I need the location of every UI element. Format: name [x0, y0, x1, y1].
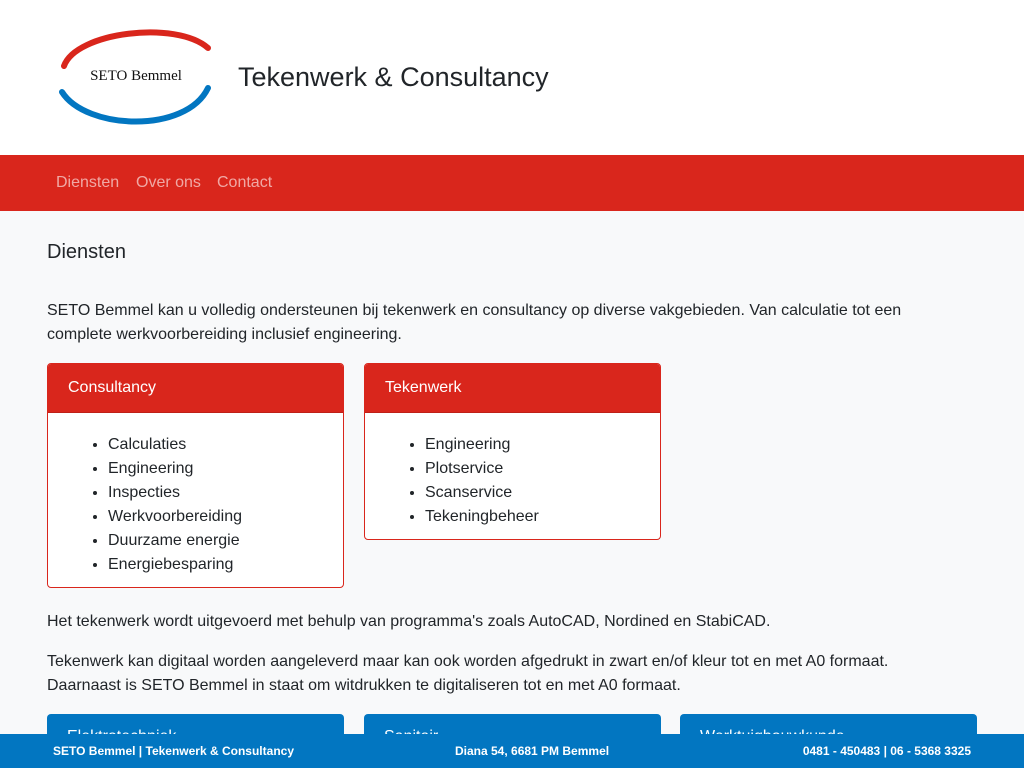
card-tekenwerk-title: Tekenwerk	[365, 364, 660, 413]
site-footer	[0, 734, 1024, 768]
section-title: Diensten	[47, 241, 126, 263]
footer-company: SETO Bemmel | Tekenwerk & Consultancy	[53, 744, 294, 758]
print-text: Tekenwerk kan digitaal worden aangeleverd maar kan ook worden afgedrukt in zwart en/of kleur tot en met A0 formaat. Daarnaast is SETO Bemmel in staat om witdrukken te digitaliseren tot en met A0 formaat.	[47, 653, 889, 694]
list-item: • Duurzame energie	[108, 529, 323, 553]
card-tekenwerk	[364, 363, 661, 540]
tekenwerk-list	[385, 433, 640, 529]
footer-address: Diana 54, 6681 PM Bemmel	[455, 744, 610, 758]
card-consultancy	[47, 363, 344, 588]
software-text: Het tekenwerk wordt uitgevoerd met behulp van programma's zoals AutoCAD, Nordined en StabiCAD.	[47, 613, 771, 630]
main-navbar	[0, 155, 1024, 211]
consultancy-list	[68, 433, 323, 577]
list-item: • Calculaties	[108, 433, 323, 457]
list-item: • Werkvoorbereiding	[108, 505, 323, 529]
nav-link-over-ons[interactable]: Over ons	[136, 174, 201, 191]
list-item: • Tekeningbeheer	[425, 505, 640, 529]
logo-text: SETO Bemmel	[90, 68, 182, 84]
list-item: • Engineering	[425, 433, 640, 457]
list-item: • Energiebesparing	[108, 553, 323, 577]
list-item: • Inspecties	[108, 481, 323, 505]
card-consultancy-title: Consultancy	[48, 364, 343, 413]
footer-phone[interactable]: 0481 - 450483 | 06 - 5368 3325	[802, 744, 971, 758]
intro-text: SETO Bemmel kan u volledig ondersteunen bij tekenwerk en consultancy op diverse vakgebieden. Van calculatie tot een complete werkvoorbereiding inclusief engineering.	[47, 302, 902, 343]
site-header	[0, 0, 1024, 155]
site-title: Tekenwerk & Consultancy	[238, 62, 549, 92]
list-item: • Scanservice	[425, 481, 640, 505]
nav-link-contact[interactable]: Contact	[217, 174, 273, 191]
nav-link-diensten[interactable]: Diensten	[56, 174, 120, 191]
list-item: • Plotservice	[425, 457, 640, 481]
seto-logo[interactable]	[56, 26, 216, 128]
list-item: • Engineering	[108, 457, 323, 481]
